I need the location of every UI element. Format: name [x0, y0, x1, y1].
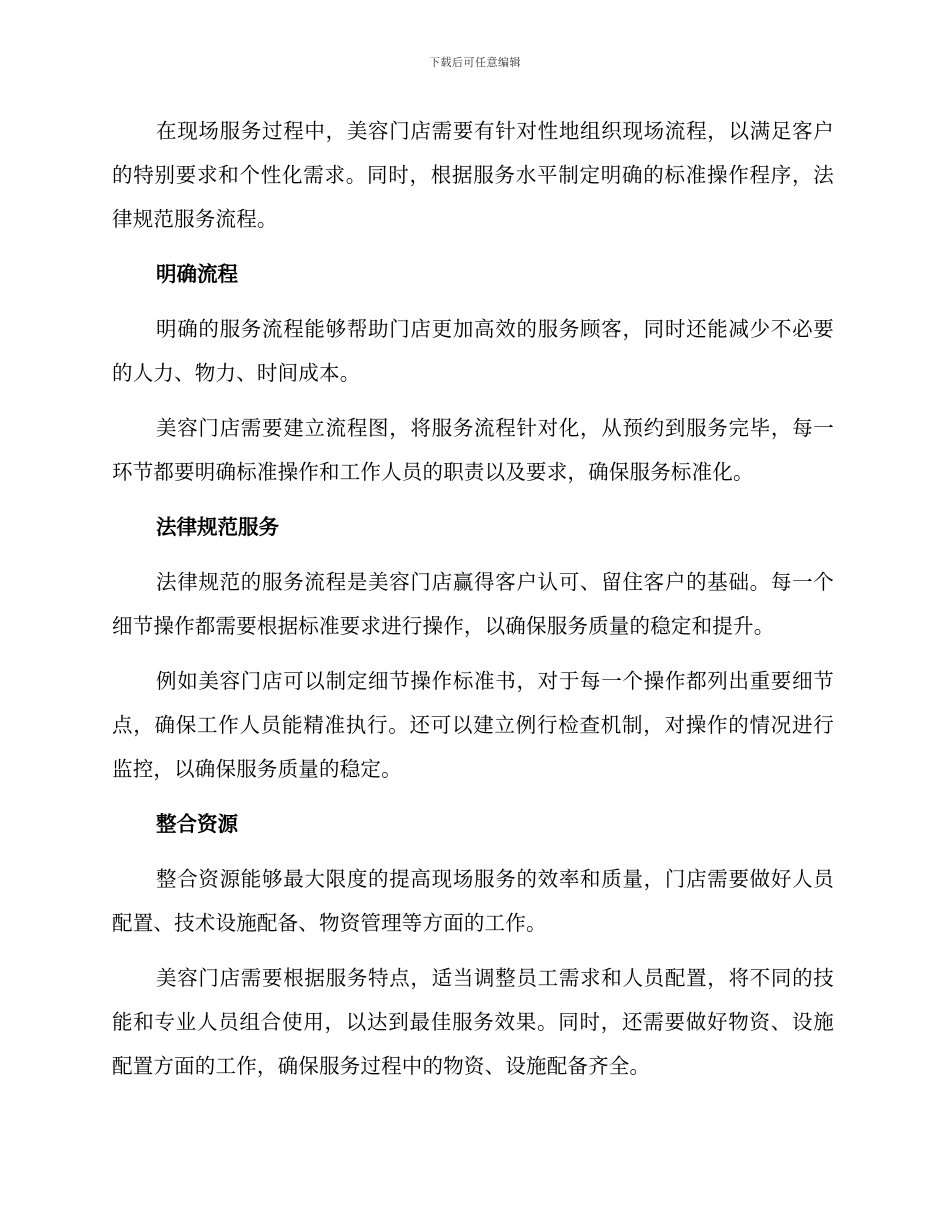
paragraph-clear-process-1: 明确的服务流程能够帮助门店更加高效的服务顾客，同时还能减少不必要的人力、物力、时间成本。 — [112, 317, 834, 385]
paragraph-integrate-resources-2: 美容门店需要根据服务特点，适当调整员工需求和人员配置，将不同的技能和专业人员组合使用，以达到最佳服务效果。同时，还需要做好物资、设施配置方面的工作，确保服务过程中的物资、设施配备齐全。 — [112, 966, 834, 1078]
section-heading-standard-service: 法律规范服务 — [156, 515, 279, 539]
paragraph-integrate-resources-1: 整合资源能够最大限度的提高现场服务的效率和质量，门店需要做好人员配置、技术设施配备、物资管理等方面的工作。 — [112, 867, 834, 935]
section-heading-integrate-resources: 整合资源 — [156, 812, 238, 836]
paragraph-standard-service-2: 例如美容门店可以制定细节操作标准书，对于每一个操作都列出重要细节点，确保工作人员能精准执行。还可以建立例行检查机制，对操作的情况进行监控，以确保服务质量的稳定。 — [112, 669, 834, 781]
section-heading-clear-process: 明确流程 — [156, 262, 238, 286]
page-header-note: 下载后可任意编辑 — [429, 56, 521, 69]
document-body — [112, 109, 834, 1099]
paragraph-clear-process-2: 美容门店需要建立流程图，将服务流程针对化，从预约到服务完毕，每一环节都要明确标准操作和工作人员的职责以及要求，确保服务标准化。 — [112, 416, 834, 484]
paragraph-intro: 在现场服务过程中，美容门店需要有针对性地组织现场流程，以满足客户的特别要求和个性化需求。同时，根据服务水平制定明确的标准操作程序，法律规范服务流程。 — [112, 119, 834, 231]
paragraph-standard-service-1: 法律规范的服务流程是美容门店赢得客户认可、留住客户的基础。每一个细节操作都需要根据标准要求进行操作，以确保服务质量的稳定和提升。 — [112, 570, 834, 638]
